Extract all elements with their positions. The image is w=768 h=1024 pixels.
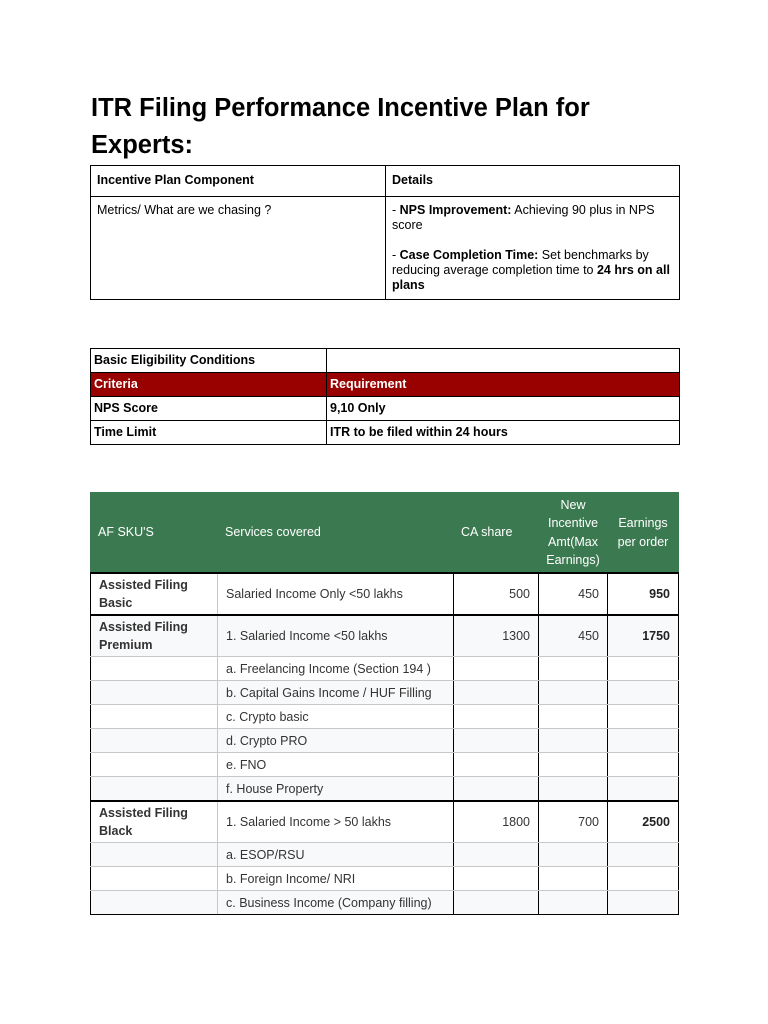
eligibility-table [90,348,680,445]
service-cell: 1. Salaried Income <50 lakhs [218,615,454,657]
incentive-cell [539,867,608,891]
table-header-row [91,493,679,574]
ca-share-cell [454,867,539,891]
component-cell: Metrics/ What are we chasing ? [91,197,386,300]
details-nps: - NPS Improvement: Achieving 90 plus in NPS score [392,203,655,232]
ca-share-cell [454,657,539,681]
table-row [91,777,679,802]
sku-cell [91,657,218,681]
ca-share-cell [454,753,539,777]
column-header-details: Details [386,166,680,197]
incentive-cell: 700 [539,801,608,843]
earnings-cell [608,777,679,802]
service-cell: c. Crypto basic [218,705,454,729]
incentive-cell [539,657,608,681]
incentive-cell [539,777,608,802]
sku-cell: Assisted Filing Black [91,801,218,843]
ca-share-cell: 1800 [454,801,539,843]
ca-share-cell [454,843,539,867]
column-header-requirement: Requirement [327,373,680,397]
table-row [91,705,679,729]
ca-share-cell [454,891,539,915]
earnings-cell: 2500 [608,801,679,843]
table-row [91,801,679,843]
criteria-cell: NPS Score [91,397,327,421]
earnings-cell: 950 [608,573,679,615]
column-header-incentive: New Incentive Amt(Max Earnings) [539,493,608,574]
earnings-cell [608,729,679,753]
column-header-services: Services covered [218,493,454,574]
sku-cell [91,843,218,867]
sku-cell [91,729,218,753]
sku-cell [91,753,218,777]
column-header-component: Incentive Plan Component [91,166,386,197]
table-row [91,397,680,421]
table-row [91,197,680,300]
requirement-cell: 9,10 Only [327,397,680,421]
ca-share-cell [454,681,539,705]
criteria-cell: Time Limit [91,421,327,445]
page-title: ITR Filing Performance Incentive Plan for Experts: [91,94,590,159]
eligibility-title: Basic Eligibility Conditions [91,349,327,373]
incentive-plan-table [90,165,680,300]
table-row [91,753,679,777]
ca-share-cell [454,729,539,753]
earnings-cell: 1750 [608,615,679,657]
table-row [91,681,679,705]
column-header-earnings: Earnings per order [608,493,679,574]
sku-cell [91,867,218,891]
incentive-cell [539,843,608,867]
table-row [91,843,679,867]
earnings-cell [608,891,679,915]
incentive-cell: 450 [539,615,608,657]
service-cell: b. Foreign Income/ NRI [218,867,454,891]
earnings-cell [608,753,679,777]
incentive-cell: 450 [539,573,608,615]
sku-cell [91,705,218,729]
eligibility-header-row [91,373,680,397]
service-cell: 1. Salaried Income > 50 lakhs [218,801,454,843]
table-row [91,891,679,915]
column-header-ca-share: CA share [454,493,539,574]
ca-share-cell: 500 [454,573,539,615]
earnings-cell [608,681,679,705]
table-row [91,573,679,615]
incentive-cell [539,729,608,753]
ca-share-cell [454,705,539,729]
earnings-cell [608,657,679,681]
eligibility-title-row [91,349,680,373]
sku-earnings-table [90,492,679,915]
service-cell: a. ESOP/RSU [218,843,454,867]
details-cell [386,197,680,300]
sku-cell: Assisted Filing Basic [91,573,218,615]
column-header-criteria: Criteria [91,373,327,397]
table-row [91,421,680,445]
incentive-cell [539,705,608,729]
earnings-cell [608,843,679,867]
service-cell: f. House Property [218,777,454,802]
incentive-cell [539,681,608,705]
incentive-cell [539,753,608,777]
sku-cell: Assisted Filing Premium [91,615,218,657]
service-cell: a. Freelancing Income (Section 194 ) [218,657,454,681]
table-row [91,615,679,657]
incentive-cell [539,891,608,915]
sku-cell [91,777,218,802]
service-cell: Salaried Income Only <50 lakhs [218,573,454,615]
column-header-sku: AF SKU'S [91,493,218,574]
service-cell: b. Capital Gains Income / HUF Filling [218,681,454,705]
earnings-cell [608,867,679,891]
sku-cell [91,891,218,915]
details-completion-time: - Case Completion Time: Set benchmarks by reducing average completion time to 24 hrs on all plans [392,248,670,292]
sku-cell [91,681,218,705]
ca-share-cell [454,777,539,802]
table-row [91,729,679,753]
service-cell: c. Business Income (Company filling) [218,891,454,915]
earnings-cell [608,705,679,729]
service-cell: d. Crypto PRO [218,729,454,753]
table-header-row [91,166,680,197]
requirement-cell: ITR to be filed within 24 hours [327,421,680,445]
table-row [91,867,679,891]
ca-share-cell: 1300 [454,615,539,657]
service-cell: e. FNO [218,753,454,777]
table-row [91,657,679,681]
